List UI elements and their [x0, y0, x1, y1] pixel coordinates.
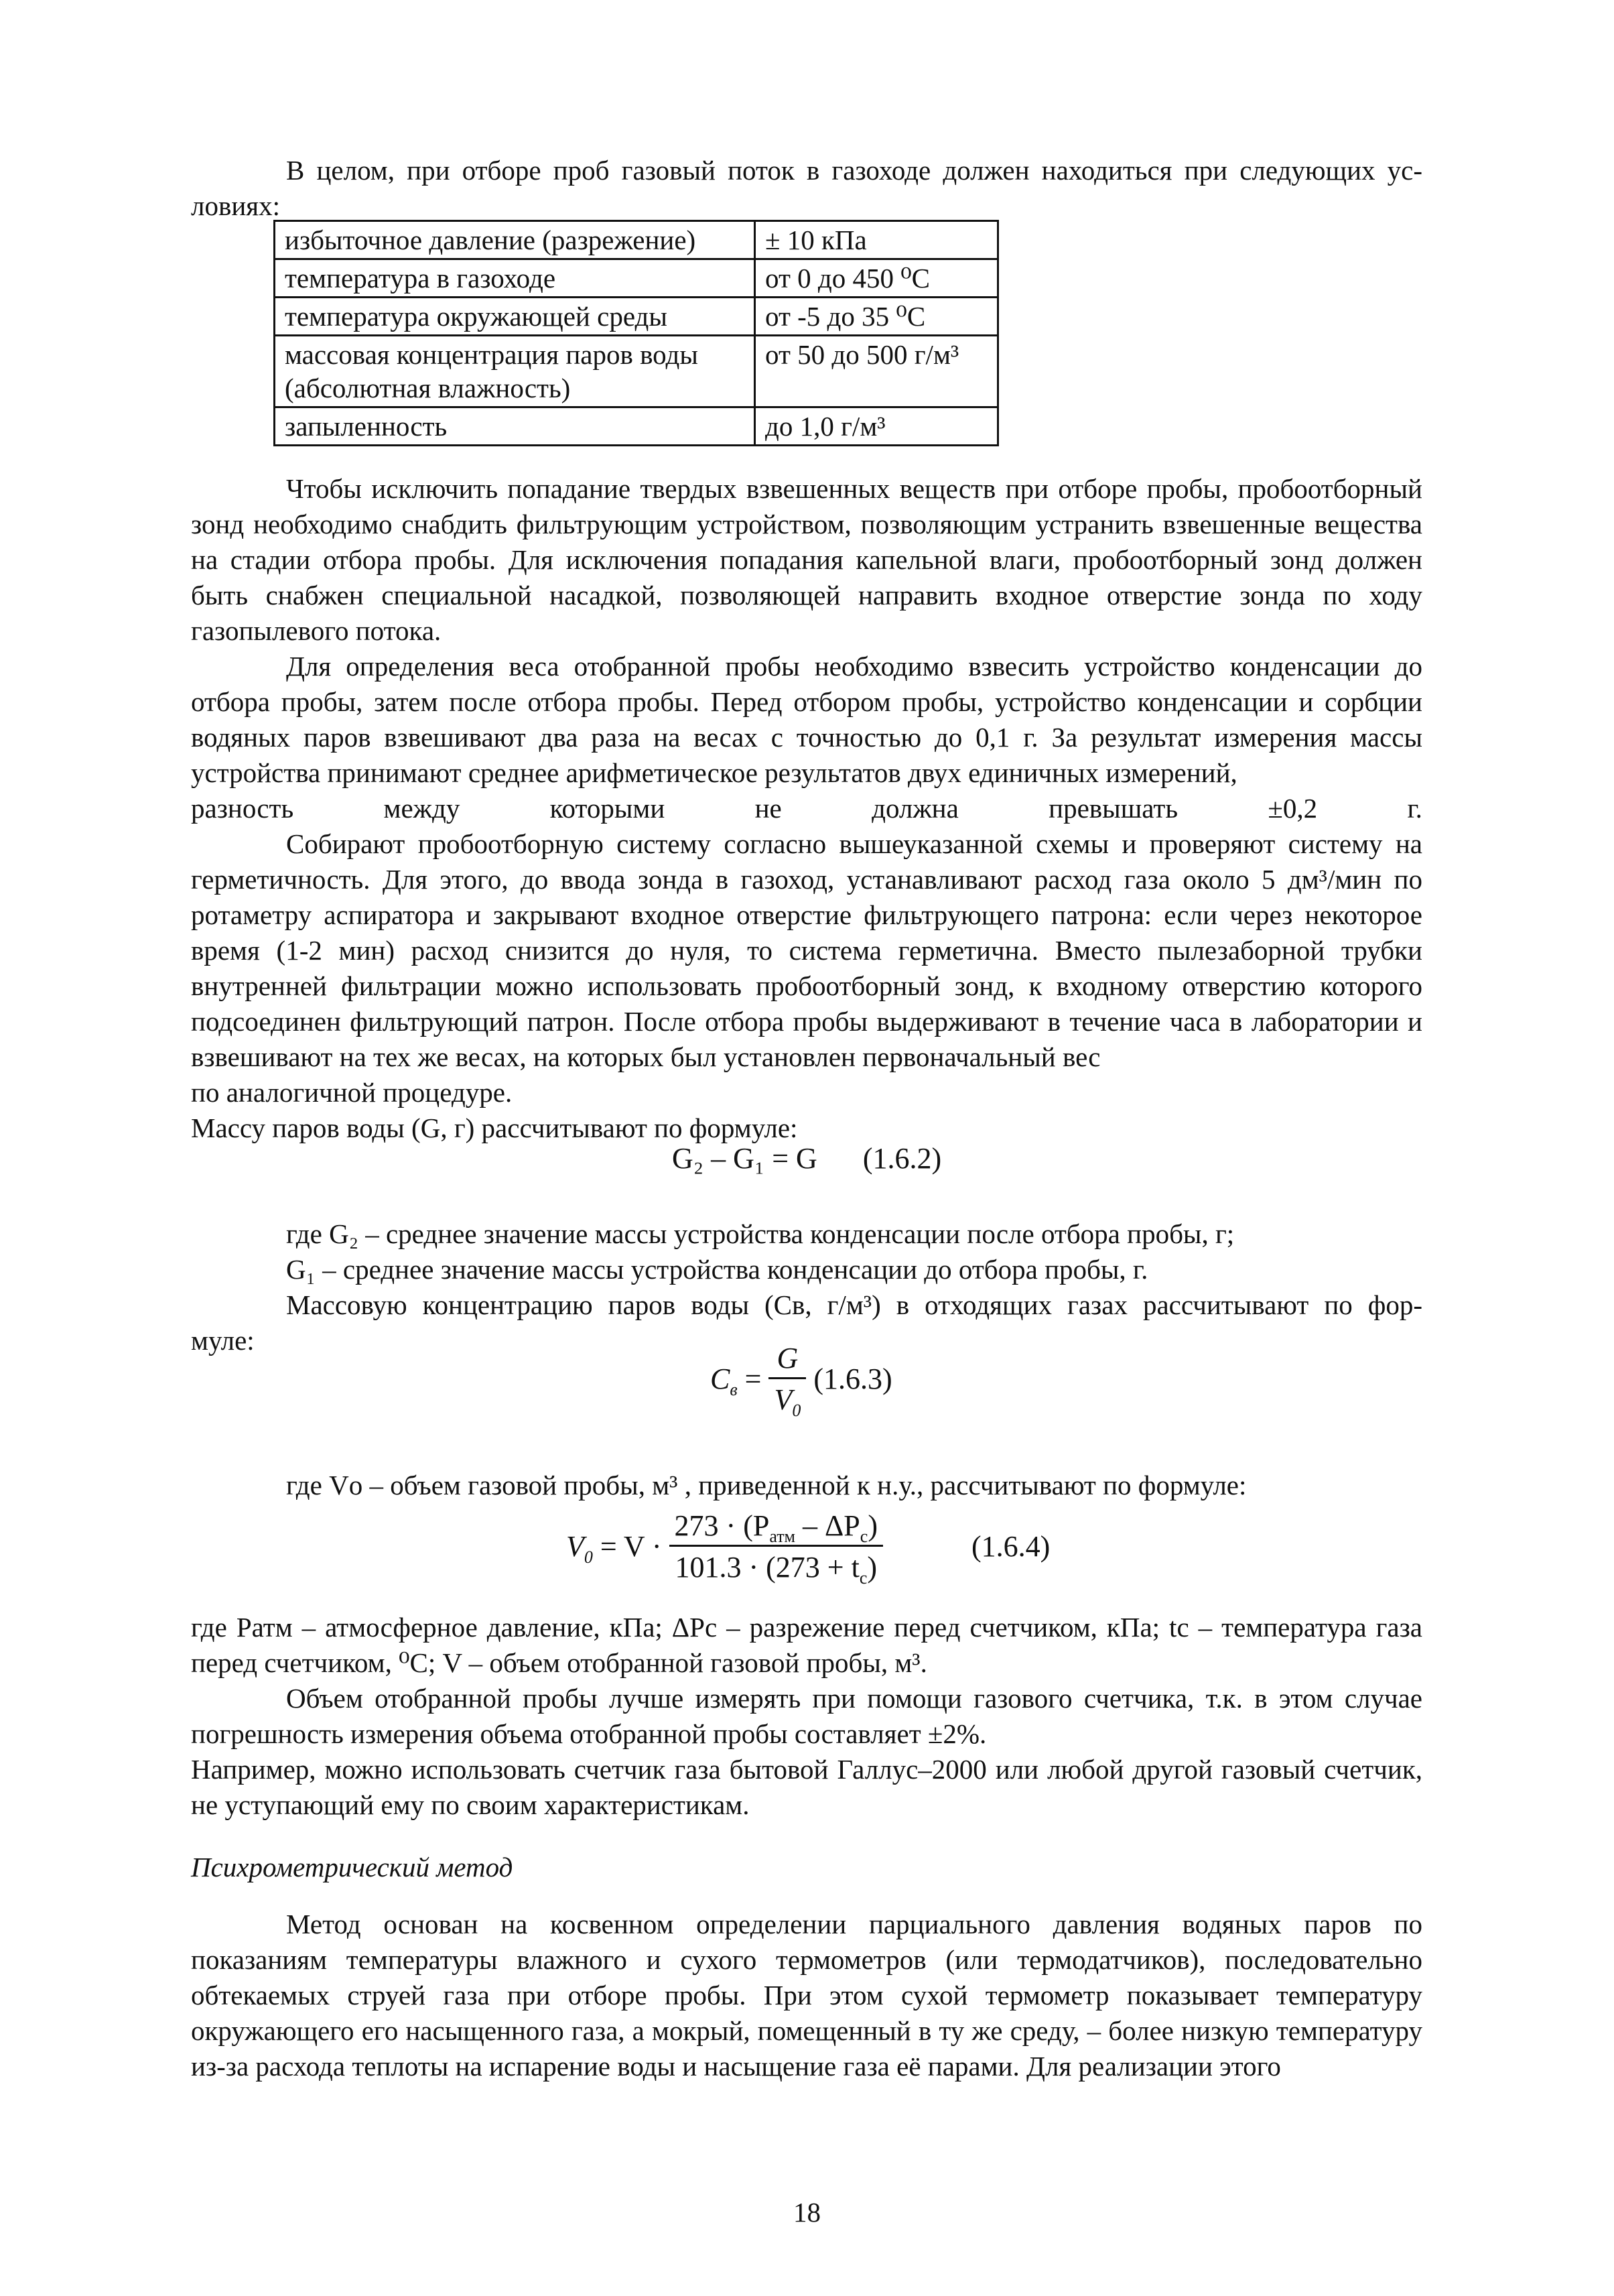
- table-cell-param: избыточное давление (разрежение): [275, 221, 755, 259]
- formula-sub: атм: [769, 1526, 796, 1546]
- formula-eq: = V ·: [600, 1530, 662, 1563]
- formula-sub: c: [860, 1526, 868, 1546]
- table-row: [275, 259, 998, 298]
- paragraph-concentration-intro: Массовую концентрацию паров воды (Cв, г/м³) в отходящих газах рассчитывают по фор-: [286, 1289, 1422, 1320]
- table-cell-param: массовая концентрация паров воды (абсолютная влажность): [275, 336, 755, 407]
- paragraph-assembly: Собирают пробоотборную систему согласно вышеуказанной схемы и проверяют систему на герметичность. Для этого, до ввода зонда в газоход, устанавливают расход газа около 5 дм³/мин по ротаметру аспиратора и закрывают входное отверстие фильтрующего патрона: если через некоторое время (1-2 мин) расход снизится до нуля, то система герметична. Вместо пылезаборной трубки внутренней фильтрации можно использовать пробоотборный зонд, к входному отверстию которого подсоединен фильтрующий патрон. После отбора пробы выдерживают в течение часа в лаборатории и взвешивают на тех же весах, на которых был установлен первоначальный вес: [191, 828, 1422, 1072]
- formula-numerator-part: – ΔP: [795, 1509, 860, 1542]
- formula-sub: в: [730, 1379, 738, 1399]
- section-heading: Психрометрический метод: [191, 1852, 513, 1883]
- paragraph-concentration-intro-tail: муле:: [191, 1325, 255, 1356]
- formula-1-6-4: [566, 1508, 1051, 1588]
- formula-denominator: V: [774, 1383, 793, 1416]
- intro-line-1: В целом, при отборе проб газовый поток в газоходе должен находиться при следующих ус-: [286, 155, 1422, 186]
- paragraph-mass-formula-intro: Массу паров воды (G, г) рассчитывают по формуле:: [191, 1112, 798, 1143]
- word: не: [754, 793, 782, 824]
- definition-g1: G₁ – среднее значение массы устройства конденсации до отбора пробы, г.: [286, 1254, 1148, 1285]
- table-row: [275, 336, 998, 407]
- paragraph-gallus: Например, можно использовать счетчик газа бытовой Галлус–2000 или любой другой газовый счетчик, не уступающий ему по своим характеристикам.: [191, 1754, 1422, 1820]
- body-text-block-2: [191, 1216, 1422, 1358]
- formula-fraction: [768, 1340, 806, 1420]
- paragraph-gas-meter: Объем отобранной пробы лучше измерять при помощи газового счетчика, т.к. в этом случае погрешность измерения объема отобранной пробы составляет ±2%.: [191, 1683, 1422, 1749]
- word: превышать: [1049, 793, 1179, 824]
- definition-patm: где Pатм – атмосферное давление, кПа; ΔPс – разрежение перед счетчиком, кПа; tс – температура газа перед счетчиком, ⁰С; V – объем отобранной газовой пробы, м³.: [191, 1612, 1422, 1678]
- body-text-block-4: [191, 1610, 1422, 1823]
- formula-expression: G₂ – G₁ = G: [672, 1142, 817, 1175]
- table-cell-value: от 50 до 500 г/м³: [755, 336, 998, 407]
- table-cell-value: от 0 до 450 ⁰С: [755, 259, 998, 298]
- table-row: [275, 221, 998, 259]
- body-text-block-5: [191, 1907, 1422, 2084]
- formula-sub: 0: [792, 1400, 801, 1420]
- formula-number: (1.6.2): [862, 1142, 942, 1175]
- formula-denominator-part: ): [867, 1551, 878, 1584]
- table-cell-value: ± 10 кПа: [755, 221, 998, 259]
- table-cell-param: запыленность: [275, 407, 755, 446]
- formula-numerator: 273 · (P: [674, 1509, 770, 1542]
- table-cell-value: до 1,0 г/м³: [755, 407, 998, 446]
- word: должна: [872, 793, 959, 824]
- definition-v0: где Vо – объем газовой пробы, м³ , приведенной к н.у., рассчитывают по формуле:: [286, 1470, 1247, 1501]
- paragraph-assembly-tail: по аналогичной процедуре.: [191, 1077, 513, 1108]
- paragraph-weighing: Для определения веса отобранной пробы необходимо взвесить устройство конденсации до отбора пробы, затем после отбора пробы. Перед отбором пробы, устройство конденсации и сорбции водяных паров взвешивают два раза на весах с точностью до 0,1 г. За результат измерения массы устройства принимают среднее арифметическое результатов двух единичных измерений,: [191, 651, 1422, 788]
- formula-numerator-part: ): [868, 1509, 878, 1542]
- intro-paragraph: [191, 153, 1422, 224]
- word: между: [383, 793, 460, 824]
- definition-g2: где G₂ – среднее значение массы устройства конденсации после отбора пробы, г;: [286, 1218, 1235, 1249]
- formula-number: (1.6.4): [971, 1530, 1051, 1563]
- word: г.: [1407, 793, 1422, 824]
- paragraph-weighing-last-line: [191, 791, 1422, 826]
- formula-fraction: [669, 1508, 883, 1588]
- formula-denominator: 101.3 · (273 + t: [675, 1551, 860, 1584]
- table-row: [275, 298, 998, 336]
- formula-numerator: G: [768, 1340, 806, 1379]
- formula-var-v0: V: [566, 1530, 584, 1563]
- paragraph-psychrometric: Метод основан на косвенном определении парциального давления водяных паров по показаниям температуры влажного и сухого термометров (или термодатчиков), последовательно обтекаемых струей газа при отборе пробы. При этом сухой термометр показывает температуру окружающего его насыщенного газа, а мокрый, помещенный в ту же среду, – более низкую температуру из-за расхода теплоты на испарение воды и насыщение газа её парами. Для реализации этого: [191, 1909, 1422, 2082]
- word: ±0,2: [1268, 793, 1318, 824]
- table-cell-param: температура в газоходе: [275, 259, 755, 298]
- formula-sub: 0: [584, 1547, 593, 1567]
- table-row: [275, 407, 998, 446]
- conditions-table: [273, 220, 999, 446]
- paragraph-probe: Чтобы исключить попадание твердых взвешенных веществ при отборе пробы, пробоотборный зонд необходимо снабдить фильтрующим устройством, позволяющим устранить взвешенные вещества на стадии отбора пробы. Для исключения попадания капельной влаги, пробоотборный зонд должен быть снабжен специальной насадкой, позволяющей направить входное отверстие зонда по ходу газопылевого потока.: [191, 473, 1422, 646]
- table-cell-value: от -5 до 35 ⁰С: [755, 298, 998, 336]
- formula-var-c: C: [710, 1362, 730, 1395]
- page-number: 18: [793, 2197, 821, 2228]
- formula-1-6-3: $C_в$ = $\frac{G}{V_0}$ (1.6.3): [710, 1342, 892, 1420]
- word: которыми: [549, 793, 665, 824]
- body-text-block-1: [191, 471, 1422, 1146]
- table-cell-param: температура окружающей среды: [275, 298, 755, 336]
- formula-1-6-2: [672, 1141, 941, 1176]
- formula-sub: c: [859, 1568, 868, 1588]
- formula-number: (1.6.3): [813, 1362, 892, 1395]
- body-text-block-3: [191, 1468, 1422, 1503]
- intro-line-2: ловиях:: [191, 190, 281, 221]
- word: разность: [191, 793, 294, 824]
